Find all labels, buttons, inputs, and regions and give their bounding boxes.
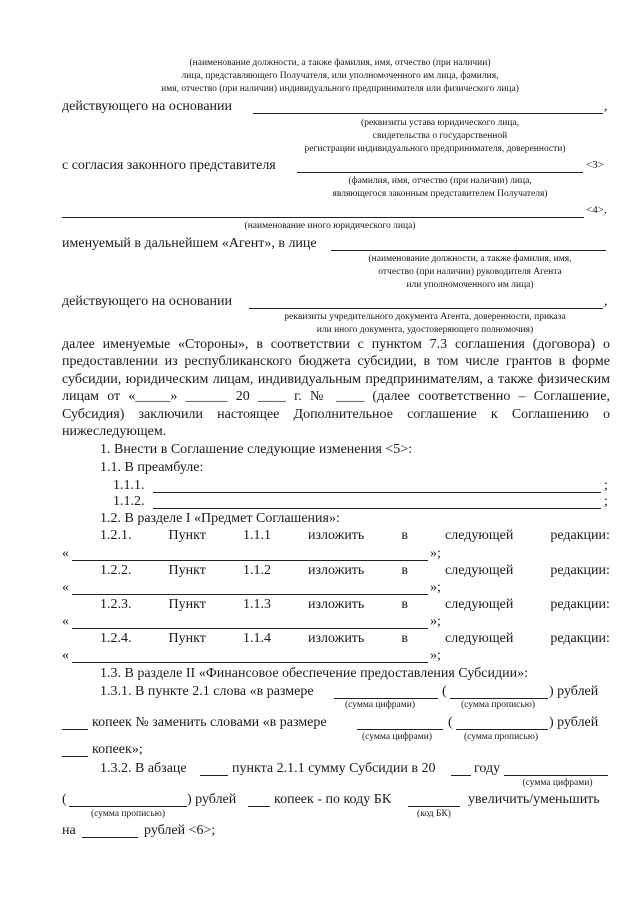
sum-digits-blank-2[interactable] [357,728,443,730]
item-1-3-1-a: 1.3.1. В пункте 2.1 слова «в размере [100,684,314,699]
rub-close-1: ) рублей [549,684,599,699]
kbk-blank[interactable] [408,805,460,807]
clause-prep: в [401,528,408,543]
year-blank[interactable] [451,774,471,776]
clause-noun: редакции: [550,528,610,543]
item-1-3-2-e: копеек - по коду БК [274,792,392,807]
clause-noun: редакции: [550,631,610,646]
clause-adj: следующей [445,528,514,543]
item-1-3: 1.3. В разделе II «Финансовое обеспечение предоставления Субсидии»: [100,666,528,681]
agent-label: именуемый в дальнейшем «Агент», в лице [62,236,317,251]
clause-adj: следующей [445,631,514,646]
item-1-1-2: 1.1.2. [113,494,145,509]
paren-open-2: ( [448,715,453,730]
clause-1-2-3 [62,596,610,613]
quote-open: « [62,546,69,561]
clause-num: 1.2.2. [100,563,132,578]
paren-open-1: ( [442,684,447,699]
item-1-3-2-c: году [474,761,501,776]
clause-1-2-2-blank[interactable] [72,593,428,595]
quote-close: »; [430,546,441,561]
item-1-3-2-g: на [62,823,76,838]
item-1-1-2-semicolon: ; [604,494,608,509]
cap-kbk: (код БК) [417,809,451,819]
sum-words-blank-3[interactable] [69,805,187,807]
item-1-3-2-b: пункта 2.1.1 сумму Субсидии в 20 [232,761,436,776]
clause-adj: следующей [445,563,514,578]
item-1-3-2-d: ) рублей [187,792,237,807]
agent-caption-3: или уполномоченного им лица) [406,280,534,290]
quote-close: »; [430,614,441,629]
item-1-3-2-h: рублей <6>; [144,823,216,838]
basis-1-caption-2: свидетельства о государственной [372,131,508,141]
kop-blank-2[interactable] [62,755,88,757]
header-caption-line-2: лица, представляющего Получателя, или уполномоченного им лица, фамилия, [181,71,499,81]
quote-open: « [62,648,69,663]
consent-label: с согласия законного представителя [62,158,276,173]
clause-word: Пункт [168,597,206,612]
clause-adj: следующей [445,597,514,612]
paragraph-blank[interactable] [200,774,228,776]
agent-blank[interactable] [331,249,606,251]
basis-1-label: действующего на основании [62,99,233,114]
clause-ref: 1.1.2 [242,563,271,578]
agent-caption-1: (наименование должности, а также фамилия, имя, [368,254,572,264]
basis-2-caption-2: или иного документа, удостоверяющего полномочия) [316,325,534,335]
quote-open: « [62,614,69,629]
consent-caption-1: (фамилия, имя, отчество (при наличии) лица, [348,176,532,186]
basis-2-comma: , [604,294,608,309]
consent-note: <3> [586,159,604,171]
cap-words-1: (сумма прописью) [461,700,535,710]
item-1: 1. Внести в Соглашение следующие изменения <5>: [100,442,413,457]
item-1-1: 1.1. В преамбуле: [100,460,204,475]
cap-digits-1: (сумма цифрами) [345,700,415,710]
clause-prep: в [401,563,408,578]
clause-1-2-4 [62,630,610,647]
cap-digits-3: (сумма цифрами) [522,778,593,788]
clause-prep: в [401,597,408,612]
sum-words-blank-2[interactable] [456,728,548,730]
basis-1-comma: , [604,99,608,114]
other-entity-caption: (наименование иного юридического лица) [244,221,416,231]
quote-close: »; [430,648,441,663]
clause-ref: 1.1.4 [242,631,271,646]
main-paragraph: далее именуемые «Стороны», в соответствии с пунктом 7.3 соглашения (договора) о предоставлении из республиканского бюджета субсидии, в том числе грантов в форме субсидии, юридическим лицам, индивидуальным предпринимателям, а также физическим лицам от «_____» ______ 20 ____ г. № ____ (далее соответственно – Соглашение, Субсидия) заключили настоящее Дополнительное соглашение к Соглашению о нижеследующем. [62,337,610,440]
consent-blank[interactable] [297,171,583,173]
item-1-1-1-blank[interactable] [153,491,601,493]
agent-caption-2: отчество (при наличии) руководителя Агента [378,267,562,277]
clause-verb: изложить [307,563,365,578]
kop-blank-1[interactable] [62,728,88,730]
sum-digits-blank-3[interactable] [504,774,608,776]
item-1-1-2-blank[interactable] [153,507,601,509]
clause-ref: 1.1.1 [242,528,271,543]
paren-open-3: ( [62,792,67,807]
clause-1-2-3-blank[interactable] [72,627,428,629]
clause-1-2-4-blank[interactable] [72,661,428,663]
header-caption-line-1: (наименование должности, а также фамилия, имя, отчество (при наличии) [189,58,491,68]
basis-2-caption-1: реквизиты учредительного документа Агента, доверенности, приказа [284,312,566,322]
clause-word: Пункт [168,563,206,578]
other-entity-blank[interactable] [62,216,584,218]
amount-blank[interactable] [82,836,138,838]
basis-1-caption-3: регистрации индивидуального предпринимателя, доверенности) [304,144,566,154]
rub-close-2: ) рублей [549,715,599,730]
clause-word: Пункт [168,631,206,646]
clause-verb: изложить [307,528,365,543]
clause-verb: изложить [307,631,365,646]
item-1-1-1: 1.1.1. [113,478,145,493]
item-1-3-1-b: копеек № заменить словами «в размере [92,715,327,730]
item-1-3-1-c: копеек»; [92,742,143,757]
item-1-2: 1.2. В разделе I «Предмет Соглашения»: [100,511,340,526]
clause-1-2-1 [62,527,610,544]
basis-2-blank[interactable] [249,307,603,309]
clause-num: 1.2.4. [100,631,132,646]
cap-words-2: (сумма прописью) [464,732,538,742]
clause-verb: изложить [307,597,365,612]
consent-caption-2: являющегося законным представителем Получателя) [332,189,548,199]
item-1-3-2-a: 1.3.2. В абзаце [100,761,187,776]
clause-1-2-1-blank[interactable] [72,559,428,561]
other-entity-note: <4>, [586,204,607,216]
basis-1-caption-1: (реквизиты устава юридического лица, [361,118,519,128]
clause-noun: редакции: [550,563,610,578]
cap-digits-2: (сумма цифрами) [362,732,432,742]
kop-blank-3[interactable] [248,805,270,807]
clause-word: Пункт [168,528,206,543]
header-caption-line-3: имя, отчество (при наличии) индивидуального предпринимателя или физического лица) [161,84,519,94]
clause-1-2-2 [62,562,610,579]
clause-num: 1.2.1. [100,528,132,543]
quote-close: »; [430,580,441,595]
clause-noun: редакции: [550,597,610,612]
basis-2-label: действующего на основании [62,294,233,309]
clause-prep: в [401,631,408,646]
clause-num: 1.2.3. [100,597,132,612]
item-1-3-2-f: увеличить/уменьшить [468,792,600,807]
basis-1-blank[interactable] [253,112,603,114]
cap-words-3: (сумма прописью) [91,809,165,819]
quote-open: « [62,580,69,595]
item-1-1-1-semicolon: ; [604,478,608,493]
clause-ref: 1.1.3 [242,597,271,612]
